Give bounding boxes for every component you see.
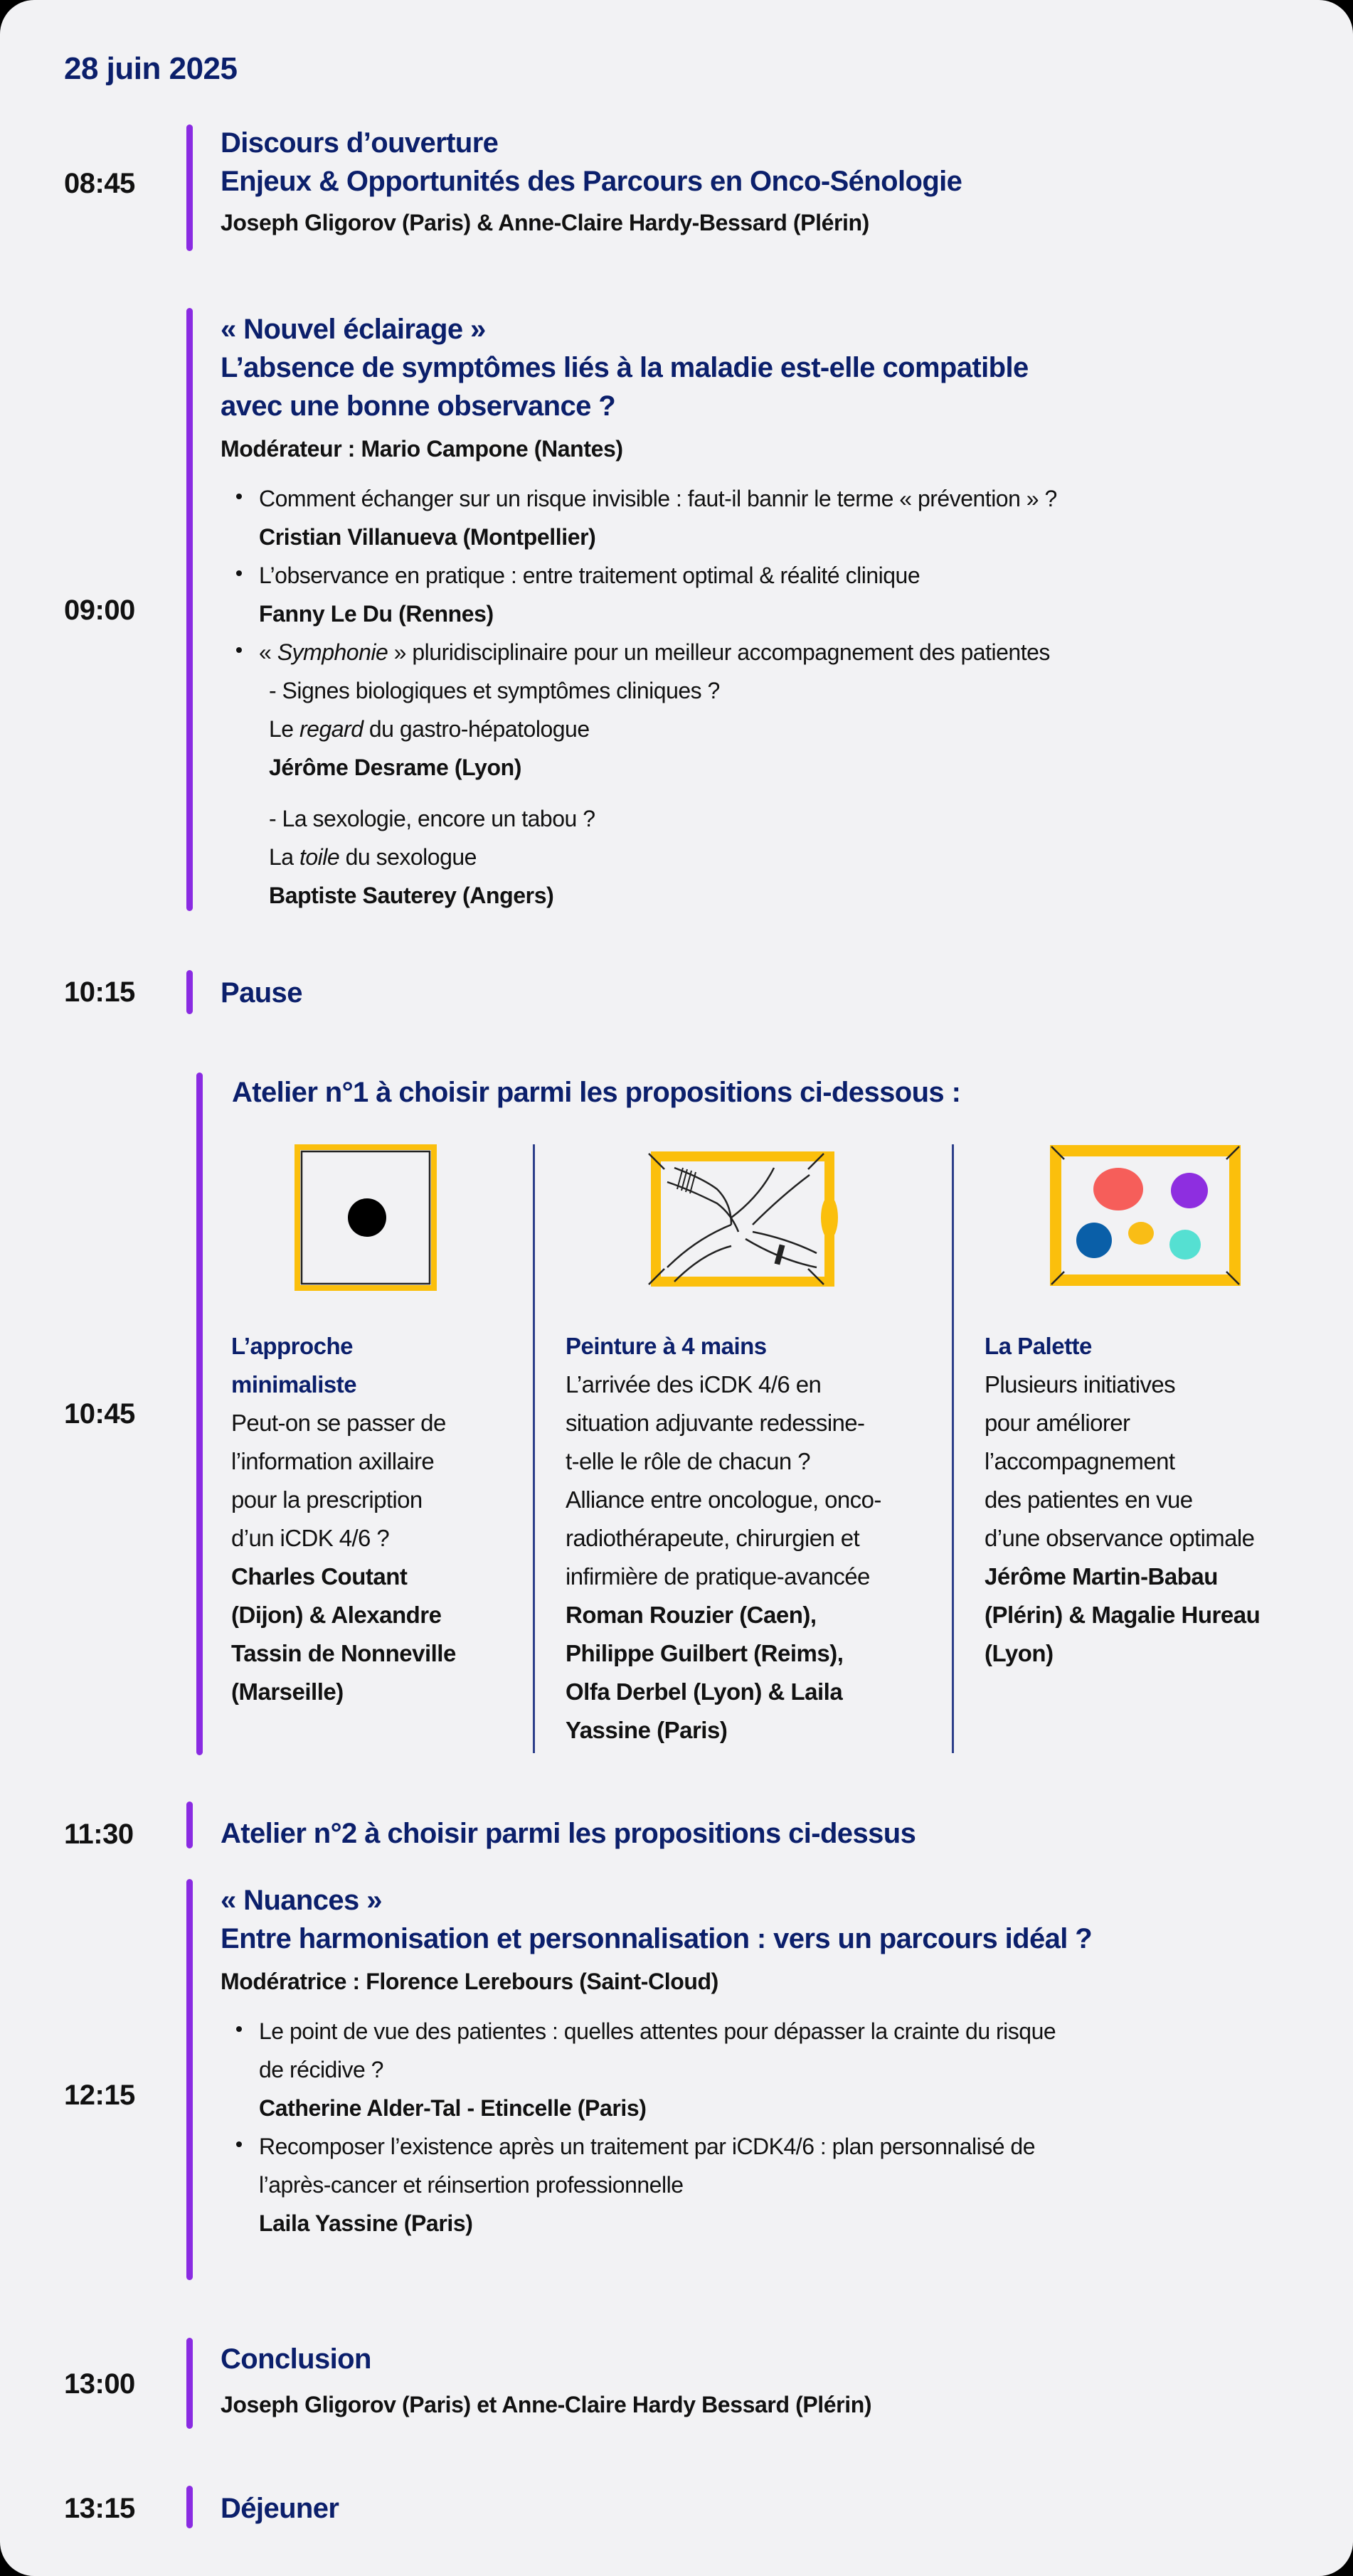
- option-description: l’accompagnement: [985, 1448, 1175, 1474]
- option-description: radiothérapeute, chirurgien et: [566, 1525, 860, 1551]
- talk-item: [221, 633, 1216, 915]
- talk-title: de récidive ?: [259, 2057, 383, 2082]
- talk-speaker: Fanny Le Du (Rennes): [259, 601, 494, 627]
- session-time: 09:00: [64, 595, 135, 626]
- option-description: d’un iCDK 4/6 ?: [231, 1525, 390, 1551]
- session-moderator: Modérateur : Mario Campone (Nantes): [221, 436, 623, 462]
- option-description: infirmière de pratique-avancée: [566, 1563, 870, 1590]
- option-description: d’une observance optimale: [985, 1525, 1255, 1551]
- minimalist-frame-dot-icon: [295, 1144, 437, 1291]
- atelier-title: Atelier n°1 à choisir parmi les propositions ci-dessous :: [232, 1077, 961, 1108]
- option-description: L’arrivée des iCDK 4/6 en: [566, 1371, 822, 1398]
- column-divider: [533, 1144, 535, 1753]
- session-title-line: « Nouvel éclairage »: [221, 314, 486, 345]
- session-speakers: Joseph Gligorov (Paris) & Anne-Claire Hardy-Bessard (Plérin): [221, 210, 869, 235]
- atelier-option-peinture[interactable]: [566, 1327, 935, 1750]
- session-time: 13:00: [64, 2368, 135, 2400]
- talk-list: [221, 479, 1216, 915]
- session-title: Pause: [221, 977, 302, 1008]
- option-speakers: Jérôme Martin-Babau: [985, 1563, 1218, 1590]
- talk-item: [221, 2012, 1252, 2127]
- session-title-line: Discours d’ouverture: [221, 127, 499, 159]
- hands-frame-icon: [646, 1146, 839, 1292]
- option-description: Alliance entre oncologue, onco-: [566, 1486, 881, 1513]
- session-accent-bar: [186, 2486, 193, 2528]
- sub-talk-label: Le regard du gastro-hépatologue: [269, 716, 590, 742]
- sub-talk-question: - Signes biologiques et symptômes cliniques ?: [269, 678, 720, 703]
- option-speakers: Yassine (Paris): [566, 1717, 728, 1743]
- sub-talk-question: - La sexologie, encore un tabou ?: [269, 806, 595, 831]
- option-description: Plusieurs initiatives: [985, 1371, 1176, 1398]
- session-title-line: « Nuances »: [221, 1885, 382, 1916]
- session-time: 08:45: [64, 168, 135, 199]
- session-time: 10:45: [64, 1398, 135, 1430]
- option-heading: L’approche: [231, 1333, 354, 1359]
- option-speakers: (Marseille): [231, 1678, 344, 1705]
- session-accent-bar: [186, 124, 193, 251]
- session-accent-bar: [186, 1879, 193, 2280]
- option-description: l’information axillaire: [231, 1448, 435, 1474]
- option-speakers: (Dijon) & Alexandre: [231, 1602, 442, 1628]
- session-accent-bar: [186, 970, 193, 1014]
- option-speakers: Charles Coutant: [231, 1563, 408, 1590]
- session-title-line: L’absence de symptômes liés à la maladie est-elle compatible: [221, 352, 1029, 383]
- session-title-line: Enjeux & Opportunités des Parcours en Onco-Sénologie: [221, 166, 962, 197]
- option-description: situation adjuvante redessine-: [566, 1410, 865, 1436]
- atelier-option-minimaliste[interactable]: [231, 1327, 516, 1711]
- talk-item: [221, 2127, 1252, 2242]
- talk-title: Le point de vue des patientes : quelles attentes pour dépasser la crainte du risque: [259, 2018, 1056, 2044]
- option-speakers: Roman Rouzier (Caen),: [566, 1602, 817, 1628]
- column-divider: [952, 1144, 954, 1753]
- talk-item: [221, 479, 1216, 556]
- talk-speaker: Laila Yassine (Paris): [259, 2210, 473, 2236]
- session-speakers: Joseph Gligorov (Paris) et Anne-Claire Hardy Bessard (Plérin): [221, 2392, 872, 2417]
- option-description: des patientes en vue: [985, 1486, 1193, 1513]
- sub-talk: [259, 671, 1216, 915]
- option-description: t-elle le rôle de chacun ?: [566, 1448, 810, 1474]
- talk-title: « Symphonie » pluridisciplinaire pour un meilleur accompagnement des patientes: [259, 639, 1050, 665]
- talk-speaker: Catherine Alder-Tal - Etincelle (Paris): [259, 2095, 647, 2121]
- talk-speaker: Cristian Villanueva (Montpellier): [259, 524, 596, 550]
- session-accent-bar: [186, 2338, 193, 2429]
- talk-title: Recomposer l’existence après un traitement par iCDK4/6 : plan personnalisé de: [259, 2134, 1035, 2159]
- talk-title: Comment échanger sur un risque invisible : faut-il bannir le terme « prévention » ?: [259, 486, 1057, 511]
- sub-talk-label: La toile du sexologue: [269, 844, 477, 870]
- session-accent-bar: [186, 1801, 193, 1848]
- talk-title: L’observance en pratique : entre traitement optimal & réalité clinique: [259, 563, 920, 588]
- option-speakers: (Lyon): [985, 1640, 1054, 1666]
- sub-talk-speaker: Baptiste Sauterey (Angers): [269, 883, 554, 908]
- option-speakers: Philippe Guilbert (Reims),: [566, 1640, 844, 1666]
- session-title: Conclusion: [221, 2343, 371, 2375]
- sub-talk-speaker: Jérôme Desrame (Lyon): [269, 755, 521, 780]
- bullet-icon: [236, 570, 242, 576]
- session-accent-bar: [196, 1073, 203, 1755]
- palette-frame-icon: [1050, 1145, 1241, 1286]
- session-title-line: avec une bonne observance ?: [221, 390, 616, 422]
- session-time: 11:30: [64, 1819, 134, 1850]
- bullet-icon: [236, 647, 242, 653]
- option-description: pour améliorer: [985, 1410, 1130, 1436]
- option-description: Peut-on se passer de: [231, 1410, 446, 1436]
- session-moderator: Modératrice : Florence Lerebours (Saint-Cloud): [221, 1969, 718, 1994]
- bullet-icon: [236, 494, 242, 499]
- session-time: 13:15: [64, 2493, 135, 2524]
- session-title: Déjeuner: [221, 2493, 339, 2524]
- option-speakers: (Plérin) & Magalie Hureau: [985, 1602, 1261, 1628]
- talk-list: [221, 2012, 1252, 2242]
- session-time: 12:15: [64, 2080, 135, 2111]
- option-heading: La Palette: [985, 1333, 1092, 1359]
- bullet-icon: [236, 2141, 242, 2147]
- bullet-icon: [236, 2026, 242, 2032]
- session-time: 10:15: [64, 976, 135, 1008]
- atelier-option-palette[interactable]: [985, 1327, 1319, 1673]
- talk-title: l’après-cancer et réinsertion professionnelle: [259, 2172, 684, 2198]
- option-description: pour la prescription: [231, 1486, 423, 1513]
- session-title-line: Entre harmonisation et personnalisation : vers un parcours idéal ?: [221, 1923, 1093, 1954]
- session-accent-bar: [186, 308, 193, 911]
- option-speakers: Olfa Derbel (Lyon) & Laila: [566, 1678, 843, 1705]
- talk-item: [221, 556, 1216, 633]
- option-speakers: Tassin de Nonneville: [231, 1640, 456, 1666]
- session-title: Atelier n°2 à choisir parmi les propositions ci-dessus: [221, 1818, 916, 1849]
- agenda-date: 28 juin 2025: [64, 51, 238, 86]
- option-heading: minimaliste: [231, 1371, 357, 1398]
- option-heading: Peinture à 4 mains: [566, 1333, 767, 1359]
